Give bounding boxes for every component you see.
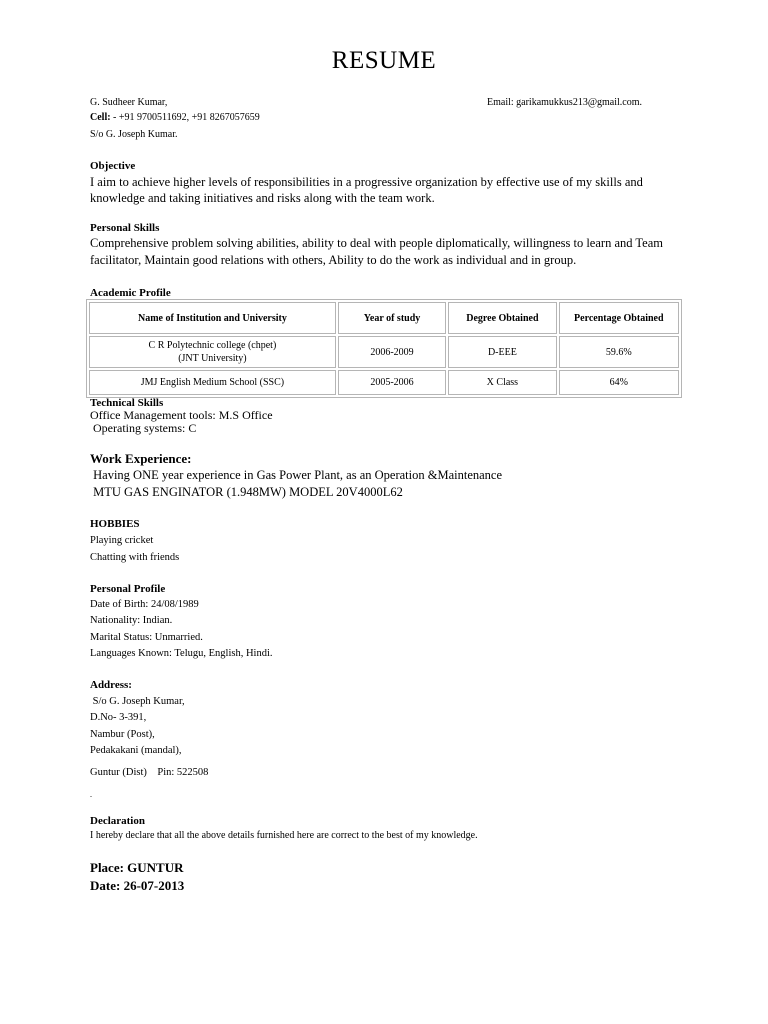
institution-line: C R Polytechnic college (chpet)	[148, 340, 277, 351]
list-item: Marital Status: Unmarried.	[90, 631, 203, 643]
table-row	[89, 336, 679, 368]
percentage-cell: 64%	[559, 370, 679, 395]
year-cell: 2006-2009	[338, 336, 446, 368]
work-experience-list	[90, 467, 502, 501]
work-experience-line: MTU GAS ENGINATOR (1.948MW) MODEL 20V4000L62	[90, 485, 403, 499]
percentage-cell: 59.6%	[559, 336, 679, 368]
personal-skills-heading: Personal Skills	[90, 222, 160, 234]
personal-profile-list	[90, 597, 273, 662]
technical-skill-line: Office Management tools: M.S Office	[90, 408, 273, 422]
cell-value: - +91 9700511692, +91 8267057659	[110, 112, 260, 123]
objective-heading: Objective	[90, 160, 136, 172]
institution-cell	[89, 336, 336, 368]
address-line: Pedakakani (mandal),	[90, 744, 182, 756]
institution-cell: JMJ English Medium School (SSC)	[89, 370, 336, 395]
hobbies-heading: HOBBIES	[90, 518, 140, 530]
stray-dot: .	[90, 790, 92, 799]
table-row	[89, 370, 679, 395]
year-cell: 2005-2006	[338, 370, 446, 395]
technical-skills-list	[90, 409, 273, 435]
declaration-heading: Declaration	[90, 815, 145, 827]
table-header-cell: Name of Institution and University	[89, 302, 336, 334]
cell-label: Cell:	[90, 112, 111, 123]
technical-skills-heading: Technical Skills	[90, 397, 164, 409]
list-item: Date of Birth: 24/08/1989	[90, 599, 199, 610]
work-experience-line: Having ONE year experience in Gas Power Plant, as an Operation &Maintenance	[90, 468, 503, 482]
hobbies-list	[90, 532, 179, 566]
declaration-text: I hereby declare that all the above details furnished here are correct to the best of my knowledge.	[90, 830, 478, 841]
date-text: Date: 26-07-2013	[90, 878, 185, 893]
address-line: S/o G. Joseph Kumar,	[90, 696, 185, 707]
table-header-cell: Percentage Obtained	[559, 302, 679, 334]
list-item: Chatting with friends	[90, 552, 180, 563]
place-text: Place: GUNTUR	[90, 860, 184, 875]
objective-text: I aim to achieve higher levels of responsibilities in a progressive organization by effective use of my skills and knowledge and taking initiatives and risks along with the team work.	[90, 175, 643, 205]
email-text: Email: garikamukkus213@gmail.com.	[487, 97, 643, 108]
address-line: Nambur (Post),	[90, 728, 155, 740]
institution-line: (JNT University)	[178, 353, 247, 364]
address-line: D.No- 3-391,	[90, 712, 147, 724]
personal-skills-text: Comprehensive problem solving abilities, ability to deal with people diplomatically, willingness to learn and Team facilitator, Maintain good relations with others, Ability to do the work as individual and in group.	[90, 236, 663, 267]
candidate-name: G. Sudheer Kumar,	[90, 97, 168, 108]
list-item: Nationality: Indian.	[90, 615, 173, 627]
personal-profile-heading: Personal Profile	[90, 583, 166, 595]
table-header-row	[89, 302, 679, 334]
technical-skill-line: Operating systems: C	[90, 421, 197, 435]
degree-cell: X Class	[448, 370, 556, 395]
cell-line	[90, 111, 260, 125]
academic-profile-heading: Academic Profile	[90, 287, 171, 299]
address-list	[90, 694, 185, 759]
list-item: Languages Known: Telugu, English, Hindi.	[90, 647, 273, 659]
address-pin-line: Guntur (Dist) Pin: 522508	[90, 767, 209, 778]
parent-name: S/o G. Joseph Kumar.	[90, 129, 178, 140]
table-header-cell: Degree Obtained	[448, 302, 556, 334]
list-item: Playing cricket	[90, 535, 154, 546]
work-experience-heading: Work Experience:	[90, 451, 192, 466]
address-heading: Address:	[90, 679, 132, 691]
academic-table	[86, 299, 682, 398]
degree-cell: D-EEE	[448, 336, 556, 368]
table-header-cell: Year of study	[338, 302, 446, 334]
resume-title: RESUME	[331, 47, 437, 74]
